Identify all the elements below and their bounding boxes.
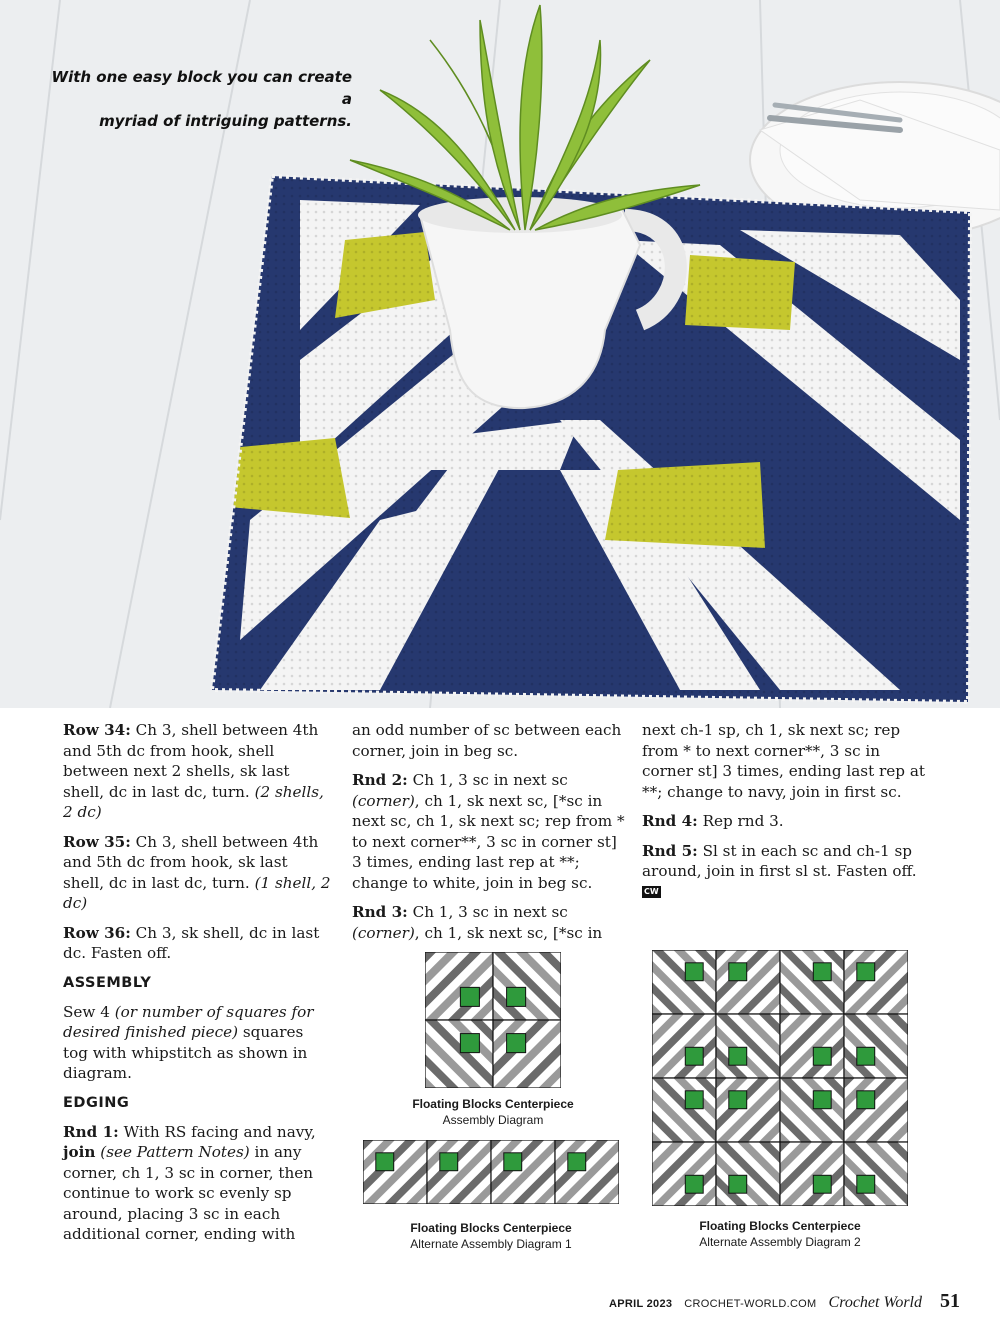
rnd-1-label: Rnd 1: xyxy=(63,1122,119,1141)
alternate-diagram-2-caption xyxy=(648,1218,912,1250)
caption-line-1: With one easy block you can create a xyxy=(51,68,352,108)
rnd-1-italic: (see Pattern Notes) xyxy=(95,1143,250,1161)
rnd-4-label: Rnd 4: xyxy=(642,812,698,830)
row-34-label: Row 34: xyxy=(63,721,131,739)
assembly-diagram xyxy=(425,952,561,1088)
rnd-3-text-a: Ch 1, 3 sc in next sc xyxy=(407,903,568,921)
diagram-2-title: Floating Blocks Centerpiece xyxy=(410,1221,572,1235)
rnd-3-italic: (corner) xyxy=(352,923,415,942)
row-35-instruction xyxy=(63,832,333,914)
diagram-3-subtitle: Alternate Assembly Diagram 2 xyxy=(699,1235,861,1249)
rnd-2-text-a: Ch 1, 3 sc in next sc xyxy=(407,771,568,789)
photo-caption xyxy=(40,66,352,132)
cw-end-logo: CW xyxy=(644,886,659,896)
rnd-1-join: join xyxy=(63,1143,96,1161)
rnd-2-instruction xyxy=(352,770,626,893)
diagram-1-title: Floating Blocks Centerpiece xyxy=(412,1097,574,1111)
rnd-1-text-a: With RS facing and navy, xyxy=(118,1122,316,1141)
row-35-text: Ch 3, shell between 4th and 5th dc from hook, sk last shell, dc in last dc, turn. xyxy=(63,832,319,892)
rnd-5-instruction xyxy=(642,841,932,903)
assembly-text-a: Sew 4 xyxy=(63,1002,115,1021)
assembly-text-b: squares tog with whipstitch as shown in diagram. xyxy=(63,1023,308,1082)
rnd-4-instruction xyxy=(642,811,932,832)
row-34-count: (2 shells, 2 dc) xyxy=(63,782,324,821)
page-number: 51 xyxy=(940,1290,960,1312)
rnd-5-label: Rnd 5: xyxy=(642,841,698,860)
rnd-1-text-b: in any corner, ch 1, 3 sc in corner, then continue to work sc evenly sp around, placing 3 sc in each additional corner, ending with xyxy=(63,1143,314,1243)
row-35-count: (1 shell, 2 dc) xyxy=(63,873,331,912)
rnd-4-text: Rep rnd 3. xyxy=(697,812,784,830)
diagram-2-subtitle: Alternate Assembly Diagram 1 xyxy=(410,1237,572,1251)
rnd-5-text: Sl st in each sc and ch-1 sp around, join in first sl st. Fasten off. xyxy=(642,841,917,880)
text-column-1 xyxy=(63,720,333,1254)
footer-issue: APRIL 2023 xyxy=(608,1298,673,1310)
alternate-diagram-1-caption xyxy=(361,1220,621,1252)
row-34-text: Ch 3, shell between 4th and 5th dc from hook, shell between next 2 shells, sk last shell, dc in last dc, turn. xyxy=(63,721,319,801)
rnd-2-label: Rnd 2: xyxy=(352,771,408,789)
text-column-3 xyxy=(642,720,932,911)
row-34-instruction xyxy=(63,720,333,823)
alternate-assembly-diagram-1 xyxy=(363,1140,619,1204)
assembly-heading: ASSEMBLY xyxy=(63,974,152,991)
row-36-text: Ch 3, sk shell, dc in last dc. Fasten off. xyxy=(63,923,320,962)
footer-site: CROCHET-WORLD.COM xyxy=(684,1298,817,1310)
row-35-label: Row 35: xyxy=(63,832,131,851)
footer-magazine: Crochet World xyxy=(828,1294,922,1311)
text-column-2 xyxy=(352,720,626,952)
rnd-3-label: Rnd 3: xyxy=(352,903,408,921)
diagram-graphic xyxy=(652,950,908,1206)
assembly-text-italic: (or number of squares for desired finished piece) xyxy=(63,1002,314,1041)
rnd-1-continued: an odd number of sc between each corner, join in beg sc. xyxy=(352,721,622,760)
alternate-assembly-diagram-2 xyxy=(652,950,908,1206)
rnd-3-continued: next ch-1 sp, ch 1, sk next sc; rep from * to next corner**, 3 sc in corner st] 3 times, ending last rep at **; change to navy, join in first sc. xyxy=(642,721,925,801)
diagram-3-title: Floating Blocks Centerpiece xyxy=(699,1219,861,1233)
row-36-label: Row 36: xyxy=(63,923,131,942)
caption-line-2: myriad of intriguing patterns. xyxy=(99,112,352,130)
edging-heading: EDGING xyxy=(63,1094,130,1111)
diagram-1-subtitle: Assembly Diagram xyxy=(442,1113,544,1127)
row-36-instruction xyxy=(63,923,333,964)
rnd-3-instruction xyxy=(352,902,626,943)
rnd-1-instruction xyxy=(63,1122,333,1245)
assembly-diagram-caption xyxy=(373,1096,613,1128)
page-footer xyxy=(609,1290,960,1312)
diagram-graphic xyxy=(425,952,561,1088)
rnd-2-italic: (corner) xyxy=(352,791,415,810)
assembly-instruction xyxy=(63,1002,333,1084)
diagram-graphic xyxy=(363,1140,619,1204)
rnd-3-text-b: , ch 1, sk next sc, [*sc in xyxy=(414,923,603,942)
rnd-2-text-b: , ch 1, sk next sc, [*sc in next sc, ch 1, sk next sc; rep from * to next corner**, 3 sc in corner st] 3 times, ending last rep at **; change to white, join in beg sc. xyxy=(352,791,625,892)
